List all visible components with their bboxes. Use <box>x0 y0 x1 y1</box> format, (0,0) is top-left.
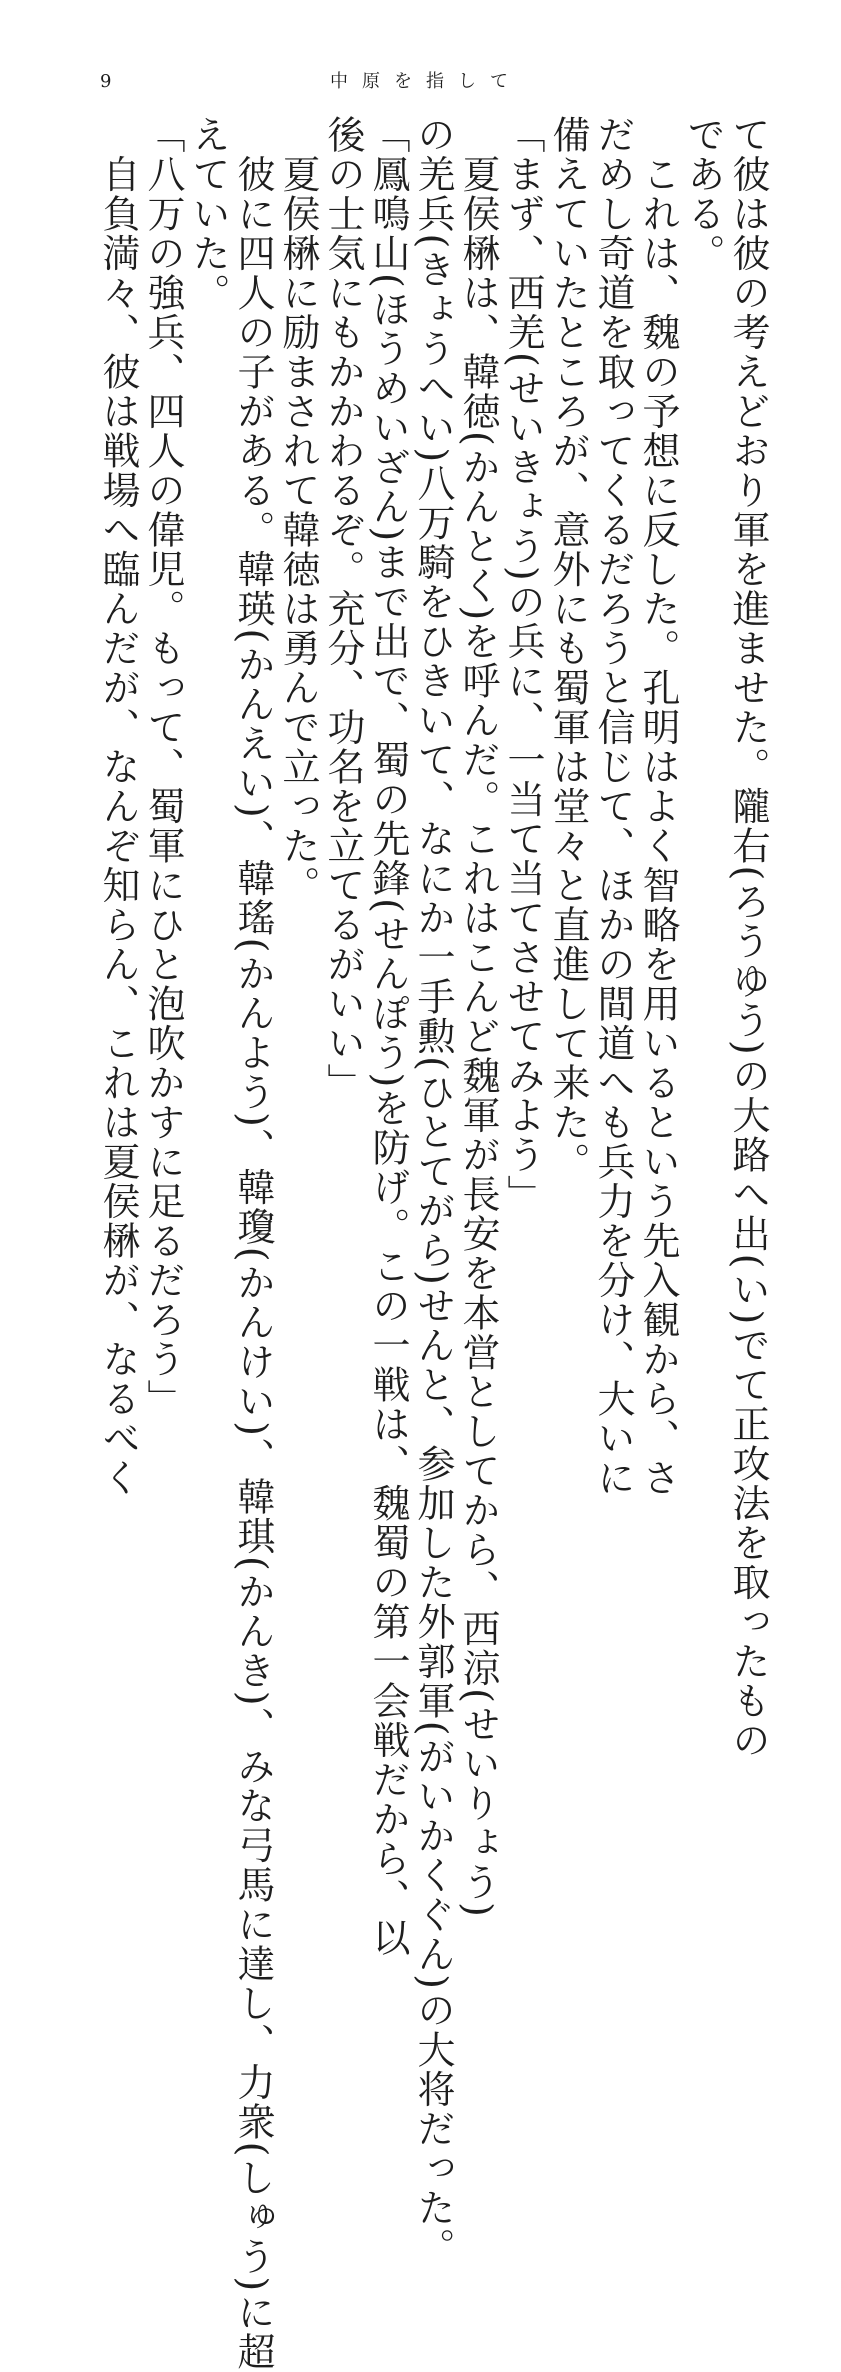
text-line: 自負満々、彼は戦場へ臨んだが、なんぞ知らん、これは夏侯楙が、なるべく <box>96 115 140 1498</box>
text-line: て彼は彼の考えどおり軍を進ませた。隴右(ろうゆう)の大路へ出(い)でて正攻法を取ったもの <box>726 115 770 1761</box>
text-line: これは、魏の予想に反した。孔明はよく智略を用いるという先入観から、さ <box>636 115 680 1498</box>
text-line: の羌兵(きょうへい)八万騎をひきいて、なにか一手勲(ひとてがら)せんと、参加した外郭軍(がいかくぐん)の大将だった。 <box>411 115 455 2267</box>
text-line: 後の士気にもかかわるぞ。充分、功名を立てるがいい」 <box>321 115 365 1103</box>
text-line: 彼に四人の子がある。韓瑛(かんえい)、韓瑤(かんよう)、韓瓊(かんけい)、韓琪(かんき)、みな弓馬に達し、力衆(しゅう)に超 <box>231 115 275 2372</box>
text-line: 備えていたところが、意外にも蜀軍は堂々と直進して来た。 <box>546 115 590 1182</box>
text-line: 「鳳鳴山(ほうめいざん)まで出で、蜀の先鋒(せんぽう)を防げ。この一戦は、魏蜀の第一会戦だから、以 <box>366 115 410 1958</box>
text-line: だめし奇道を取ってくるだろうと信じて、ほかの間道へも兵力を分け、大いに <box>591 115 635 1498</box>
text-line: えていた。 <box>186 115 230 313</box>
vertical-body-text <box>96 115 770 2372</box>
text-line: である。 <box>681 115 725 273</box>
running-head: 中原を指して <box>330 71 522 92</box>
text-line: 夏侯楙は、韓徳(かんとく)を呼んだ。これはこんど魏軍が長安を本営としてから、西涼(せいりょう) <box>456 115 500 1919</box>
text-line: 夏侯楙に励まされて韓徳は勇んで立った。 <box>276 115 320 905</box>
page-number: 9 <box>100 71 112 92</box>
text-line: 「まず、西羌(せいきょう)の兵に、一当て当てさせてみよう」 <box>501 115 545 1215</box>
text-line: 「八万の強兵、四人の偉児。もって、蜀軍にひと泡吹かすに足るだろう」 <box>141 115 185 1419</box>
